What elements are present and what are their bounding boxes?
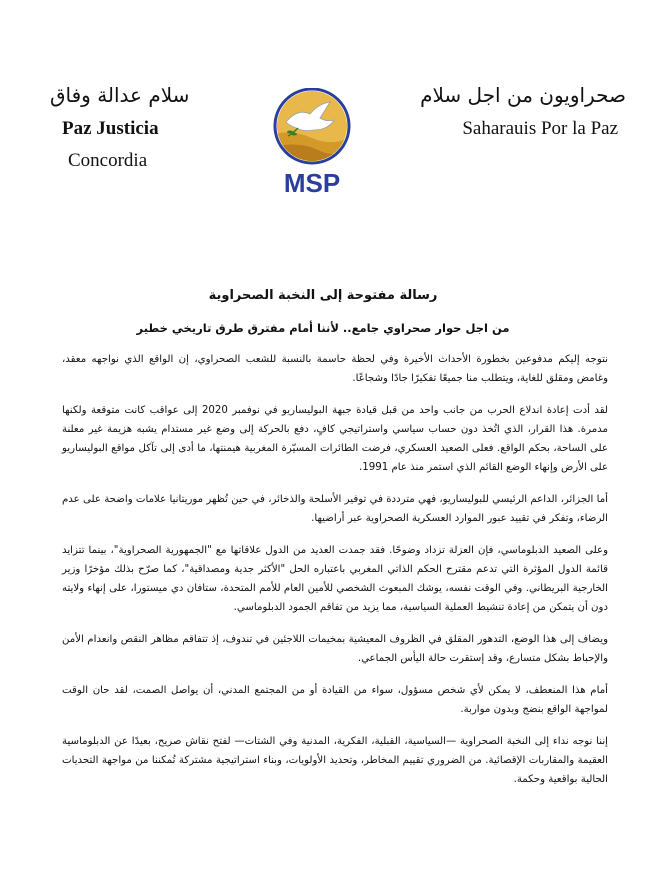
letter-subtitle: من اجل حوار صحراوي جامع.. لأننا أمام مفترق طرق تاريخي خطير [136,321,510,335]
header-spanish-right: Saharauis Por la Paz [462,118,618,139]
header-arabic-left: سلام عدالة وفاق [50,83,190,107]
letter-title: رسالة مفتوحة إلى النخبة الصحراوية [208,288,438,303]
paragraph: نتوجه إليكم مدفوعين بخطورة الأحداث الأخيرة وفي لحظة حاسمة بالنسبة للشعب الصحراوي، إن الواقع الذي نواجهه معقد، وغامض ومقلق للغاية، ويتطلب منا جميعًا تفكيرًا جادًا وشجاعًا. [62,354,608,384]
paragraph: ويضاف إلى هذا الوضع، التدهور المقلق في الظروف المعيشية بمخيمات اللاجئين في تندوف، إذ تتفاقم مظاهر النقص وانعدام الأمن والإحباط بشكل متسارع، وقد إستقرت حالة اليأس الجماعي. [62,634,608,664]
paragraph: أما الجزائر، الداعم الرئيسي للبوليساريو، فهي مترددة في توفير الأسلحة والذخائر، في حين تُظهر موريتانيا علامات واضحة على عدم الرضاء، وتفكر في تقييد عبور الموارد العسكرية الصحراوية عبر أراضيها. [62,494,608,524]
paragraph: إننا نوجه نداء إلى النخبة الصحراوية —السياسية، القبلية، الفكرية، المدنية وفي الشتات— لفتح نقاش صريح، بعيدًا عن الدبلوماسية العقيمة والمقاربات الإقصائية. من الضروري تقييم المخاطر، وتحديد الأولويات، وبناء استراتيجية مشتركة تُمكننا من مواجهة التحديات الحالية بواقعية وحكمة. [62,736,608,785]
paragraph: لقد أدت إعادة اندلاع الحرب من جانب واحد من قبل قيادة جبهة البوليساريو في نوفمبر 2020 إلى عواقب كانت متوقعة ولكنها مدمرة. هذا القرار، الذي اتُخذ دون حساب سياسي واستراتيجي كافٍ، دفع بالحركة إلى وضع غير مستدام يشبه هزيمة غير معلنة على الساحة، بحكم الواقع. فعلى الصعيد العسكري، فرضت الطائرات المسيّرة المغربية هيمنتها، ما أدى إلى تآكل مواقع البوليساريو على الأرض وإنهاء الوضع القائم الذي استمر منذ عام 1991. [62,405,608,473]
msp-logo [268,88,356,196]
letter-body [62,350,608,802]
paragraph: أمام هذا المنعطف، لا يمكن لأي شخص مسؤول، سواء من القيادة أو من المجتمع المدني، أن يواصل الصمت، لقد حان الوقت لمواجهة الواقع بنضج وبدون مواربة. [62,685,608,715]
header-spanish-left-1: Paz Justicia [62,118,159,139]
header-arabic-right: صحراويون من اجل سلام [420,83,626,107]
paragraph: وعلى الصعيد الدبلوماسي، فإن العزلة تزداد وضوحًا. فقد جمدت العديد من الدول علاقاتها مع "الجمهورية الصحراوية"، بينما تتزايد قائمة الدول المؤثرة التي تدعم مقترح الحكم الذاتي المغربي باعتباره الحل "الأكثر جدية ومصداقية"، كما صرّح بذلك مؤخرًا وزير الخارجية البريطاني. وفي الوقت نفسه، يوشك المبعوث الشخصي للأمين العام للأمم المتحدة، ستافان دي ميستورا، على إنهاء ولايته دون أن يتمكن من إعادة تنشيط العملية السياسية، مما يزيد من تفاقم الجمود الدبلوماسي. [62,545,608,613]
svg-text:MSP: MSP [283,168,341,196]
header-spanish-left-2: Concordia [68,150,148,171]
